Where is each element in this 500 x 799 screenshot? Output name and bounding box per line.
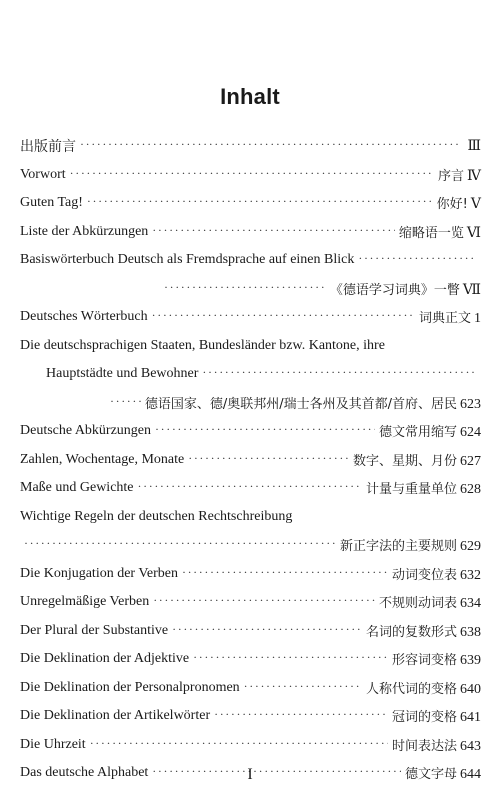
entry-label-zh: 冠词的变格 [391,710,457,726]
entry-label-zh: 德文常用缩写 [378,425,457,441]
entry-right [464,138,481,155]
leader-dots [70,167,434,179]
leader-dots [90,737,388,749]
entry-label-de: Das deutsche Alphabet [20,765,149,781]
toc-entry [20,731,481,760]
entry-label-zh: 《德语学习词典》一瞥 [329,282,460,298]
leader-dots [358,252,477,264]
entry-label-zh: 时间表达法 [391,738,457,754]
entry-right [379,421,481,441]
entry-label-de-continued: Hauptstädte und Bewohner [46,366,199,382]
toc-entry [20,218,481,247]
entry-label-de: Liste der Abkürzungen [20,223,149,239]
page-number: 624 [460,425,481,441]
entry-label-de: Die Uhrzeit [20,736,86,752]
page-number: 623 [460,396,481,412]
toc-entry [20,189,481,218]
toc-entry [20,588,481,617]
entry-right [366,478,481,498]
page-number: 639 [460,653,481,669]
toc-entry [20,674,481,703]
table-of-contents [20,132,481,788]
page-number: 629 [460,539,481,555]
page-number: 628 [460,482,481,498]
toc-entry [20,446,481,475]
page-number: 638 [460,624,481,640]
entry-right [419,307,481,327]
entry-right [392,706,481,726]
leader-dots [80,138,460,150]
entry-right [379,592,481,612]
leader-dots [152,309,415,321]
page-number: 632 [460,567,481,583]
toc-entry-continuation [20,360,481,389]
entry-label-zh: 不规则动词表 [378,596,457,612]
entry-label-de: Deutsche Abkürzungen [20,423,152,439]
page-number: 1 [474,311,481,327]
entry-right [392,564,481,584]
page-number: 640 [460,681,481,697]
entry-label-zh: 人称代词的变格 [365,681,457,697]
page-number: Ⅵ [466,225,481,241]
entry-label-zh: 名词的复数形式 [365,624,457,640]
entry-right [366,621,481,641]
toc-entry-continuation [20,389,481,418]
page-number: Ⅲ [467,138,481,154]
toc-entry [20,702,481,731]
toc-entry-continuation [20,275,481,304]
entry-label-de: Guten Tag! [20,195,83,211]
entry-right [366,678,481,698]
toc-entry [20,645,481,674]
leader-dots [202,366,477,378]
page-number: Ⅴ [470,197,481,213]
entry-right [437,193,481,213]
page-number: 644 [460,767,481,783]
entry-label-zh: 你好! [436,197,468,213]
leader-dots [172,623,362,635]
toc-entry [20,474,481,503]
entry-label-zh: 动词变位表 [391,567,457,583]
entry-label-zh: 缩略语一览 [398,225,464,241]
entry-label-de: Wichtige Regeln der deutschen Rechtschreibung [20,508,293,524]
entry-right [330,279,481,299]
page-number: 627 [460,453,481,469]
toc-entry [20,246,481,275]
leader-dots [152,224,395,236]
entry-label-de: Die Deklination der Personalpronomen [20,679,240,695]
page-footer-number: I [247,766,253,783]
toc-entry [20,503,481,532]
entry-right [392,649,481,669]
leader-dots [214,708,388,720]
leader-dots [155,423,375,435]
entry-label-de: Maße und Gewichte [20,480,134,496]
entry-right [399,222,481,242]
leader-dots [24,537,336,549]
entry-label-zh: 词典正文 [418,311,471,327]
entry-label-de: Deutsches Wörterbuch [20,309,148,325]
entry-label-zh: 德语国家、德/奥联邦州/瑞士各州及其首都/首府、居民 [144,396,457,412]
entry-right [438,165,481,185]
toc-entry [20,303,481,332]
entry-label-de: Die deutschsprachigen Staaten, Bundesländer bzw. Kantone, ihre [20,337,385,353]
entry-right [340,535,481,555]
toc-entry [20,560,481,589]
entry-label-zh: 序言 [437,168,464,184]
leader-dots [110,395,141,407]
toc-entry [20,161,481,190]
entry-right [145,393,481,413]
page-number: 643 [460,738,481,754]
leader-dots [87,195,433,207]
entry-label-zh: 新正字法的主要规则 [339,539,457,555]
page-number: 634 [460,596,481,612]
entry-right [353,450,481,470]
entry-label-de: Die Deklination der Adjektive [20,651,190,667]
entry-label-de: Vorwort [20,166,66,182]
leader-dots [244,680,362,692]
entry-label-de: Der Plural der Substantive [20,622,169,638]
entry-label-de: Zahlen, Wochentage, Monate [20,451,185,467]
entry-label-de: Die Konjugation der Verben [20,565,178,581]
entry-label-de: Die Deklination der Artikelwörter [20,708,211,724]
entry-label-de: 出版前言 [20,140,76,156]
page-number: Ⅶ [462,282,481,298]
leader-dots [153,594,375,606]
leader-dots [188,452,349,464]
entry-label-zh: 德文字母 [404,767,457,783]
leader-dots [164,281,326,293]
leader-dots [193,651,388,663]
toc-entry-continuation [20,531,481,560]
page-number: Ⅳ [467,168,481,184]
entry-label-zh: 计量与重量单位 [365,482,457,498]
toc-entry [20,417,481,446]
toc-entry [20,332,481,361]
entry-label-zh: 形容词变格 [391,653,457,669]
entry-right [392,735,481,755]
toc-entry [20,617,481,646]
entry-label-zh: 数字、星期、月份 [352,453,457,469]
leader-dots [138,480,362,492]
page-title: Inhalt [220,84,280,109]
leader-dots [182,566,388,578]
page-number: 641 [460,710,481,726]
toc-entry [20,132,481,161]
entry-label-de: Basiswörterbuch Deutsch als Fremdsprache auf einen Blick [20,252,355,268]
entry-label-de: Unregelmäßige Verben [20,594,150,610]
